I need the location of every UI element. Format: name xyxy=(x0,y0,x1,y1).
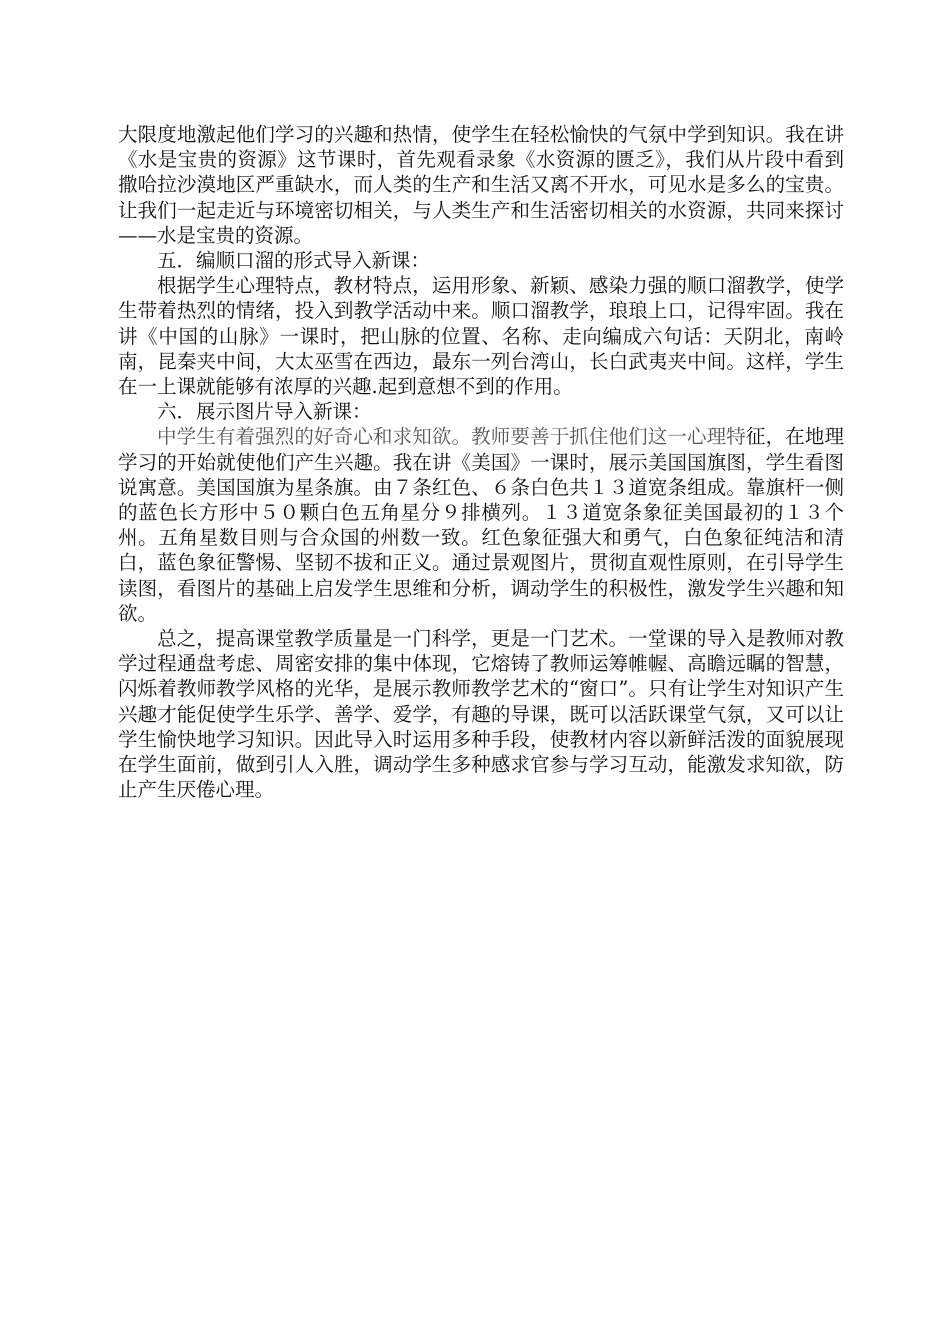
paragraph-conclusion: 总之，提高课堂教学质量是一门科学，更是一门艺术。一堂课的导入是教师对教学过程通盘考虑、周密安排的集中体现，它熔铸了教师运筹帷幄、高瞻远瞩的智慧，闪烁着教师教学风格的光华，是展示教师教学艺术的“窗口”。只有让学生对知识产生兴趣才能促使学生乐学、善学、爱学，有趣的导课，既可以活跃课堂气氛，又可以让学生愉快地学习知识。因此导入时运用多种手段，使教材内容以新鲜活泼的面貌展现在学生面前，做到引人入胜，调动学生多种感求官参与学习互动，能激发求知欲，防止产生厌倦心理。 xyxy=(118,627,844,802)
paragraph-continuation: 大限度地激起他们学习的兴趣和热情，使学生在轻松愉快的气氛中学到知识。我在讲《水是宝贵的资源》这节课时，首先观看录象《水资源的匮乏》，我们从片段中看到撒哈拉沙漠地区严重缺水，而人类的生产和生活又离不开水，可见水是多么的宝贵。让我们一起走近与环境密切相关，与人类生产和生活密切相关的水资源，共同来探讨——水是宝贵的资源。 xyxy=(118,123,844,247)
document-body xyxy=(118,122,844,802)
paragraph-section-6-text: 征，在地理学习的开始就使他们产生兴趣。我在讲《美国》一课时，展示美国国旗图，学生看图说寓意。美国国旗为星条旗。由７条红色、６条白色共１３道宽条组成。靠旗杆一侧的蓝色长方形中５０颗白色五角星分９排横列。１３道宽条象征美国最初的１３个州。五角星数目则与合众国的州数一致。红色象征强大和勇气，白色象征纯洁和清白，蓝色象征警惕、坚韧不拔和正义。通过景观图片，贯彻直观性原则，在引导学生读图，看图片的基础上启发学生思维和分析，调动学生的积极性，激发学生兴趣和知欲。 xyxy=(118,425,844,625)
paragraph-section-6 xyxy=(118,424,844,626)
section-heading-6: 六．展示图片导入新课： xyxy=(157,400,372,424)
paragraph-section-5: 根据学生心理特点，教材特点，运用形象、新颖、感染力强的顺口溜教学，使学生带着热烈的情绪，投入到教学活动中来。顺口溜教学，琅琅上口，记得牢固。我在讲《中国的山脉》一课时，把山脉的位置、名称、走向编成六句话：天阴北，南岭南，昆秦夹中间，大太巫雪在西边，最东一列台湾山，长白武夷夹中间。这样，学生在一上课就能够有浓厚的兴趣.起到意想不到的作用。 xyxy=(118,274,844,399)
paragraph-section-6-lead: 中学生有着强烈的好奇心和求知欲。教师要善于抓住他们这一心理特 xyxy=(157,425,746,449)
section-heading-5: 五．编顺口溜的形式导入新课： xyxy=(157,249,431,273)
